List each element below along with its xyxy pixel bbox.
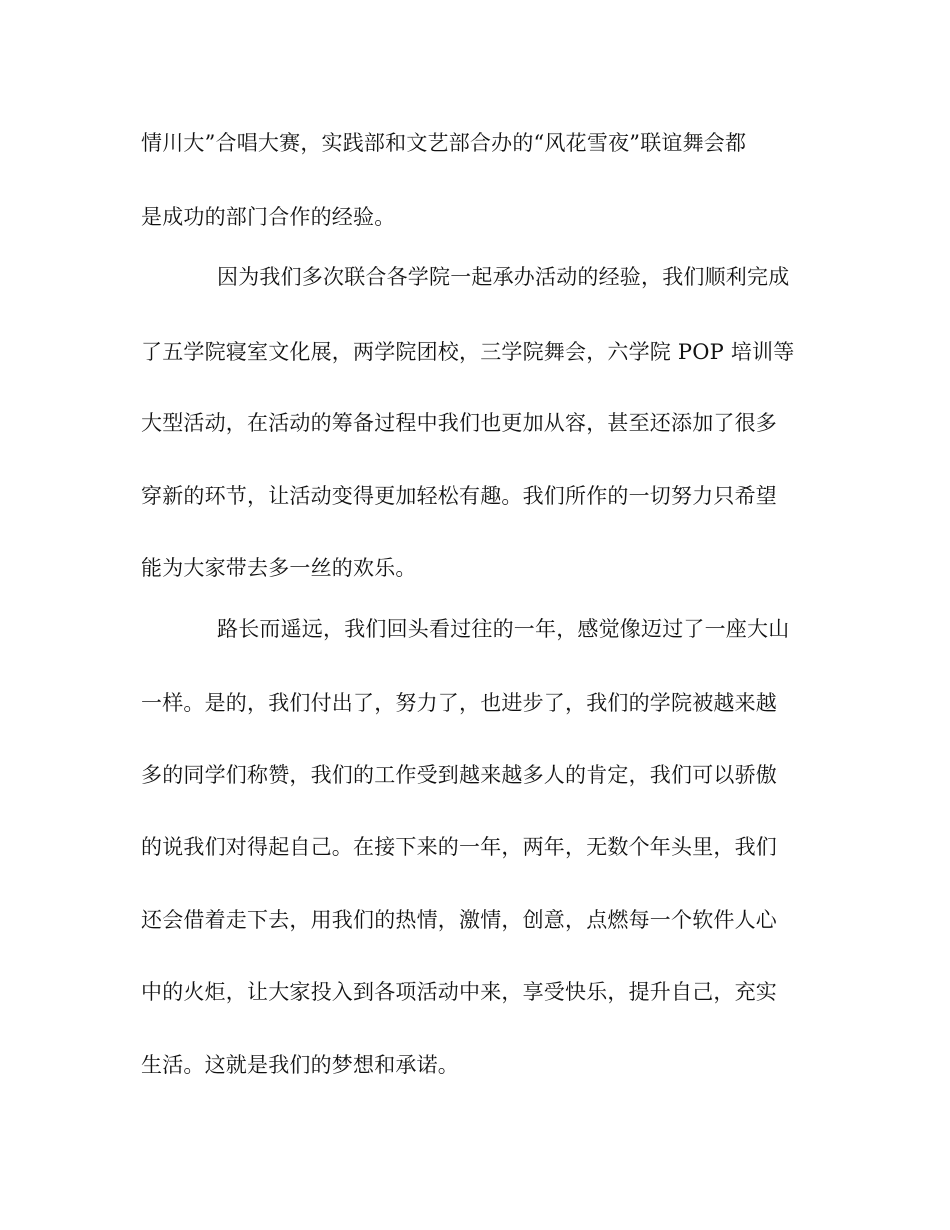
text-line: 情川大”合唱大赛，实践部和文艺部合办的“风花雪夜”联谊舞会都 [141,131,747,155]
text-line: 穿新的环节，让活动变得更加轻松有趣。我们所作的一切努力只希望 [141,484,777,508]
text-line: 是成功的部门合作的经验。 [141,205,396,229]
paragraph-start-line: 路长而遥远，我们回头看过往的一年，感觉像迈过了一座大山 [217,617,790,641]
text-line: 一样。是的，我们付出了，努力了，也进步了，我们的学院被越来越 [141,691,777,715]
text-line: 能为大家带去多一丝的欢乐。 [141,556,417,580]
text-line: 的说我们对得起自己。在接下来的一年，两年，无数个年头里，我们 [141,835,777,859]
text-line: 多的同学们称赞，我们的工作受到越来越多人的肯定，我们可以骄傲 [141,763,777,787]
text-line: 大型活动，在活动的筹备过程中我们也更加从容，甚至还添加了很多 [141,411,777,435]
paragraph-start-line: 因为我们多次联合各学院一起承办活动的经验，我们顺利完成 [217,265,790,289]
text-line: 中的火炬，让大家投入到各项活动中来，享受快乐，提升自己，充实 [141,980,777,1004]
text-line: 了五学院寝室文化展，两学院团校，三学院舞会，六学院 POP 培训等 [141,340,795,364]
text-line: 生活。这就是我们的梦想和承诺。 [141,1053,459,1077]
text-line: 还会借着走下去，用我们的热情，激情，创意，点燃每一个软件人心 [141,908,777,932]
